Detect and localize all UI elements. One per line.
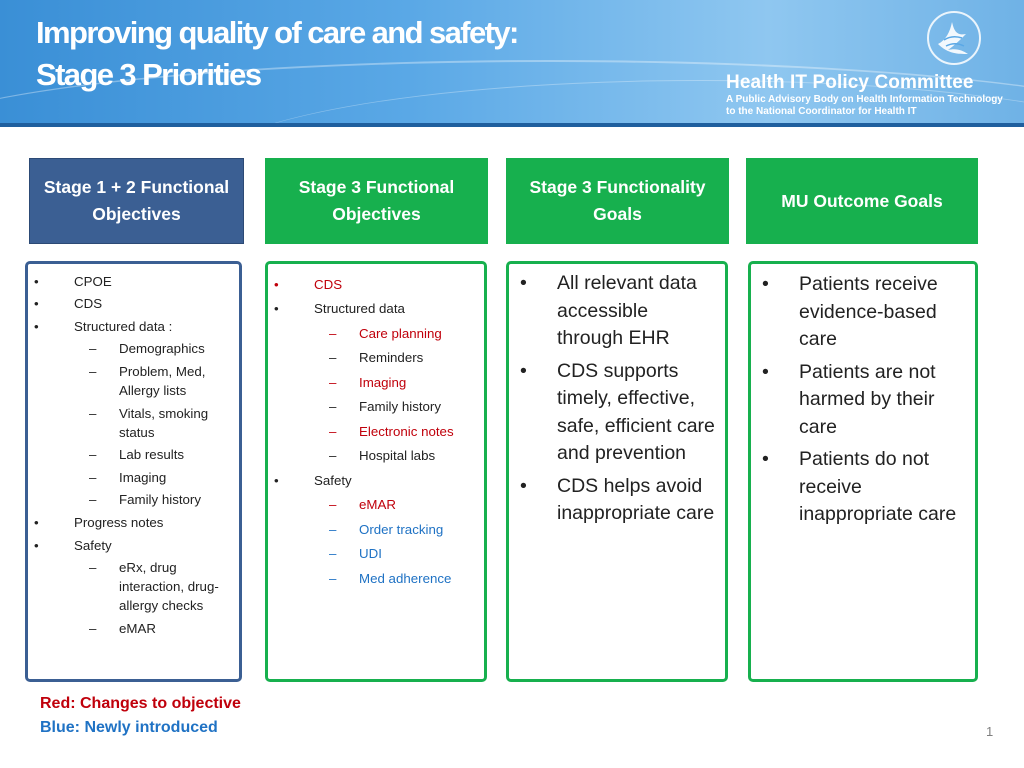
sub-list-item: – Imaging (28, 468, 239, 487)
list-item: • CPOE (28, 272, 239, 291)
sub-list-item: – Family history (28, 490, 239, 509)
list-item: • Progress notes (28, 513, 239, 532)
sub-list-item: – Hospital labs (268, 446, 484, 465)
sub-list-item: – eRx, drug interaction, drug-allergy checks (28, 558, 239, 615)
list-item: • Safety (268, 471, 484, 490)
list-item: • Patients do not receive inappropriate care (751, 446, 975, 529)
sub-list-item: – eMAR (28, 619, 239, 638)
list-item: • Structured data (268, 299, 484, 318)
list-item: • All relevant data accessible through EHR (509, 270, 725, 353)
objective-list (28, 264, 239, 638)
banner-divider (0, 123, 1024, 127)
list-item: • Patients receive evidence-based care (751, 271, 975, 354)
committee-branding (726, 72, 1003, 118)
header-banner (0, 0, 1024, 127)
list-item: • Patients are not harmed by their care (751, 359, 975, 442)
committee-subtitle: to the National Coordinator for Health IT (726, 106, 917, 117)
sub-list-item: – eMAR (268, 495, 484, 514)
header-mu-outcome-goals: MU Outcome Goals (746, 158, 978, 244)
slide-title (36, 12, 518, 96)
list-item: • Structured data : (28, 317, 239, 336)
sub-list-item: – Lab results (28, 445, 239, 464)
sub-list-item: – Reminders (268, 348, 484, 367)
sub-list-item: – Demographics (28, 339, 239, 358)
list-item: • CDS supports timely, effective, safe, efficient care and prevention (509, 358, 725, 468)
list-item: • Safety (28, 536, 239, 555)
list-item: • CDS (28, 294, 239, 313)
sub-list-item: – UDI (268, 544, 484, 563)
hhs-eagle-icon (926, 10, 982, 66)
sub-list-item: – Electronic notes (268, 422, 484, 441)
objective-list (268, 264, 484, 588)
header-stage12-objectives: Stage 1 + 2 Functional Objectives (29, 158, 244, 244)
column-stage3-goals (506, 261, 728, 682)
list-item: • CDS helps avoid inappropriate care (509, 473, 725, 528)
sub-list-item: – Problem, Med, Allergy lists (28, 362, 239, 400)
list-item: • CDS (268, 275, 484, 294)
header-stage3-objectives: Stage 3 Functional Objectives (265, 158, 488, 244)
slide-title-line2: Stage 3 Priorities (36, 57, 261, 92)
sub-list-item: – Order tracking (268, 520, 484, 539)
goal-list (751, 264, 975, 529)
slide-title-line1: Improving quality of care and safety: (36, 15, 518, 50)
sub-list-item: – Vitals, smoking status (28, 404, 239, 442)
sub-list-item: – Imaging (268, 373, 484, 392)
goal-list (509, 264, 725, 528)
color-legend (40, 692, 241, 740)
column-stage12-objectives (25, 261, 242, 682)
legend-red: Red: Changes to objective (40, 695, 241, 712)
legend-blue: Blue: Newly introduced (40, 719, 218, 736)
committee-name: Health IT Policy Committee (726, 72, 974, 93)
sub-list-item: – Med adherence (268, 569, 484, 588)
sub-list-item: – Family history (268, 397, 484, 416)
committee-subtitle: A Public Advisory Body on Health Information Technology (726, 94, 1003, 105)
column-mu-outcome-goals (748, 261, 978, 682)
column-stage3-objectives (265, 261, 487, 682)
header-stage3-goals: Stage 3 Functionality Goals (506, 158, 729, 244)
page-number: 1 (986, 724, 994, 739)
sub-list-item: – Care planning (268, 324, 484, 343)
